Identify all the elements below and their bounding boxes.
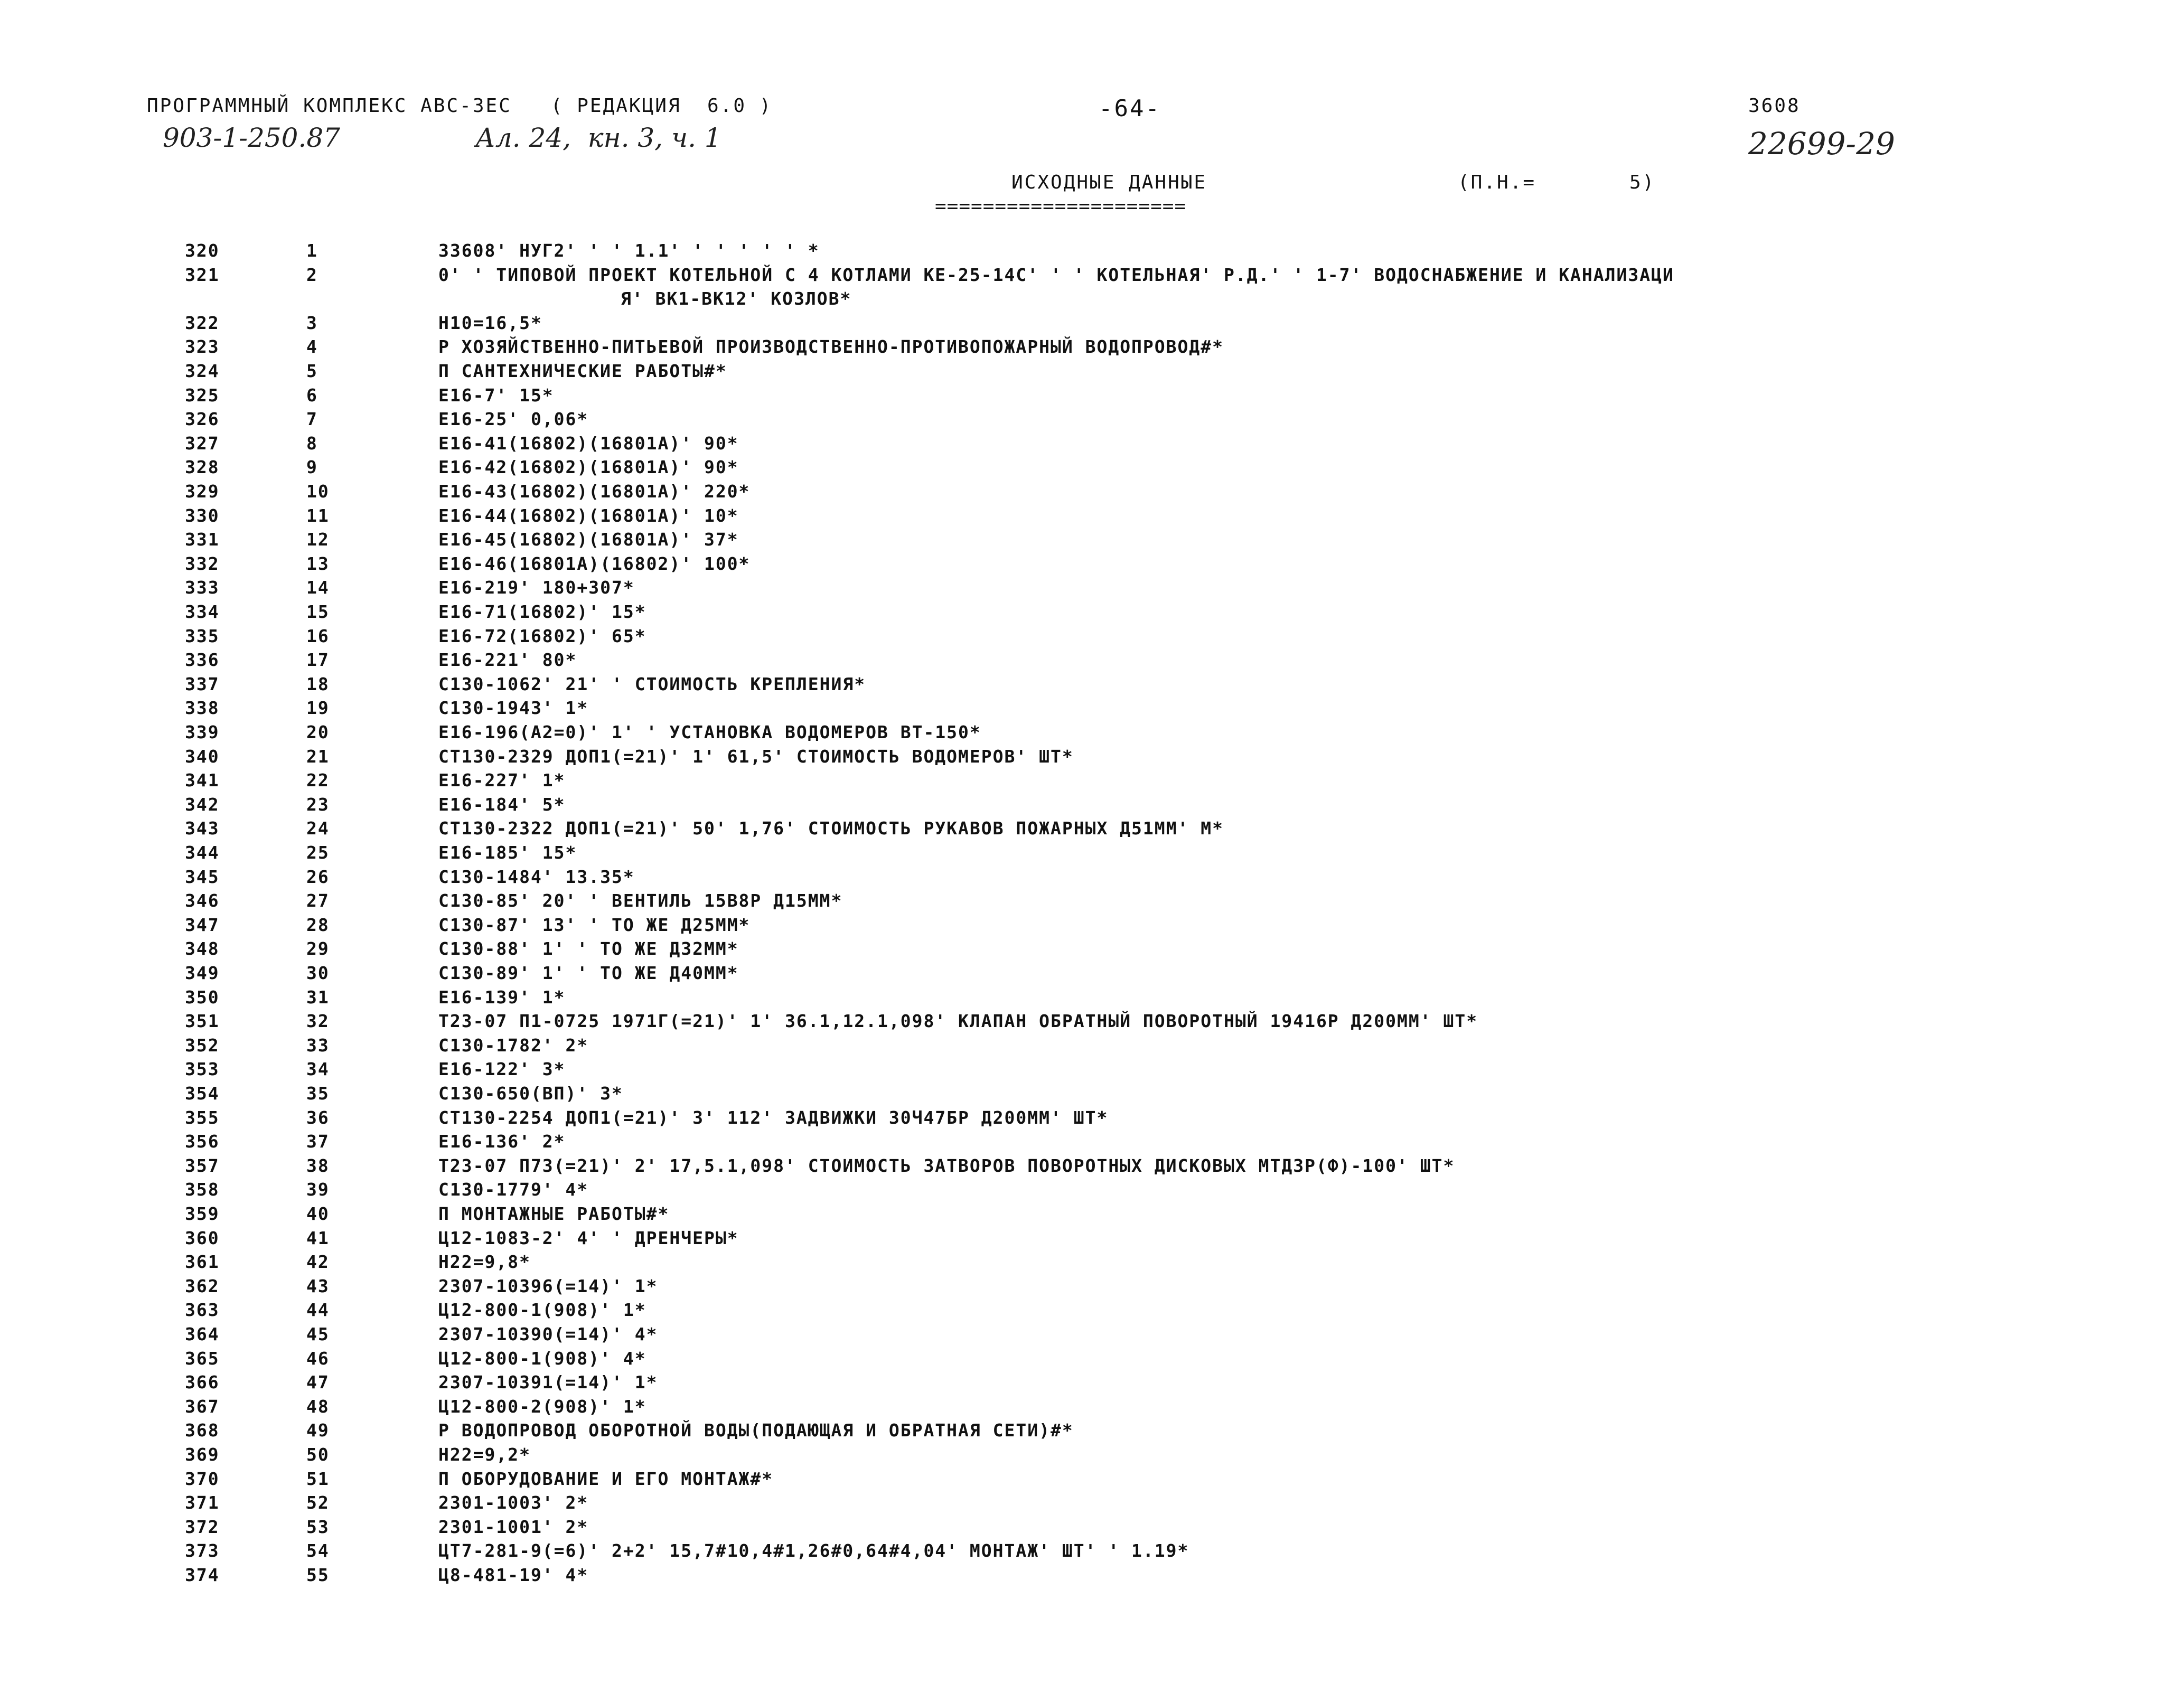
line-number: 364 <box>185 1324 220 1344</box>
line-number: 343 <box>185 818 220 839</box>
record-number: 50 <box>306 1444 330 1465</box>
sheet-code: 3608 <box>1748 95 1801 117</box>
record-text: 2301-1001' 2* <box>438 1516 589 1537</box>
record-text: 0' ' ТИПОВОЙ ПРОЕКТ КОТЕЛЬНОЙ С 4 КОТЛАМИ КЕ-25-14С' ' ' КОТЕЛЬНАЯ' Р.Д.' ' 1-7' ВОДОСНАБЖЕНИЕ И КАНАЛИЗАЦИ <box>438 264 1674 285</box>
record-text: П САНТЕХНИЧЕСКИЕ РАБОТЫ#* <box>438 361 727 381</box>
record-text: СТ130-2254 ДОП1(=21)' 3' 112' ЗАДВИЖКИ 30Ч47БР Д200ММ' ШТ* <box>438 1107 1109 1128</box>
line-number: 356 <box>185 1131 220 1152</box>
record-number: 7 <box>306 409 318 430</box>
record-number: 1 <box>306 240 318 261</box>
section-underline: ===================== <box>935 195 1187 217</box>
record-text: Е16-41(16802)(16801А)' 90* <box>438 432 739 454</box>
record-number: 11 <box>306 505 330 526</box>
line-number: 324 <box>185 361 220 381</box>
record-number: 6 <box>306 384 318 406</box>
line-number: 322 <box>185 312 220 333</box>
record-number: 55 <box>306 1565 330 1585</box>
line-number: 333 <box>185 577 220 598</box>
record-number: 5 <box>306 361 318 381</box>
record-text: Ц12-800-2(908)' 1* <box>438 1396 646 1417</box>
record-number: 39 <box>306 1179 330 1200</box>
record-number: 25 <box>306 842 330 863</box>
record-number: 30 <box>306 963 330 983</box>
handwritten-album-ref: Ал. 24, кн. 3, ч. 1 <box>475 123 721 153</box>
line-number: 331 <box>185 529 220 550</box>
record-number: 51 <box>306 1468 330 1489</box>
record-number: 48 <box>306 1396 330 1417</box>
record-text: Т23-07 П73(=21)' 2' 17,5.1,098' СТОИМОСТЬ ЗАТВОРОВ ПОВОРОТНЫХ ДИСКОВЫХ МТДЗР(Ф)-100' ШТ* <box>438 1155 1455 1176</box>
record-number: 53 <box>306 1516 330 1537</box>
record-number: 20 <box>306 722 330 742</box>
record-text: Е16-45(16802)(16801А)' 37* <box>438 529 739 550</box>
record-number: 33 <box>306 1034 330 1056</box>
record-number: 38 <box>306 1155 330 1176</box>
record-text: Е16-136' 2* <box>438 1131 566 1152</box>
program-header: ПРОГРАММНЫЙ КОМПЛЕКС АВС-3ЕС ( РЕДАКЦИЯ 6.0 ) <box>147 95 773 117</box>
line-number: 342 <box>185 794 220 815</box>
line-number: 369 <box>185 1444 220 1465</box>
record-text: Е16-219' 180+307* <box>438 577 635 598</box>
record-text: Н22=9,2* <box>438 1444 531 1465</box>
line-number: 329 <box>185 481 220 502</box>
record-text: Ц8-481-19' 4* <box>438 1565 589 1585</box>
record-text: Е16-44(16802)(16801А)' 10* <box>438 505 739 526</box>
record-text: Н22=9,8* <box>438 1252 531 1273</box>
record-text: 2307-10390(=14)' 4* <box>438 1324 658 1344</box>
record-number: 21 <box>306 746 330 767</box>
line-number: 338 <box>185 698 220 719</box>
record-number: 13 <box>306 553 330 574</box>
record-number: 23 <box>306 794 330 815</box>
record-text: С130-1484' 13.35* <box>438 866 635 887</box>
record-text: Е16-221' 80* <box>438 650 577 671</box>
line-number: 326 <box>185 409 220 430</box>
line-number: 352 <box>185 1034 220 1056</box>
record-number: 54 <box>306 1540 330 1561</box>
record-number: 32 <box>306 1011 330 1032</box>
record-text: П ОБОРУДОВАНИЕ И ЕГО МОНТАЖ#* <box>438 1468 774 1489</box>
record-text: С130-87' 13' ' ТО ЖЕ Д25ММ* <box>438 914 751 935</box>
record-text: С130-88' 1' ' ТО ЖЕ Д32ММ* <box>438 938 739 959</box>
record-text: Е16-185' 15* <box>438 842 577 863</box>
record-number: 3 <box>306 312 318 333</box>
line-number: 325 <box>185 384 220 406</box>
record-number: 22 <box>306 770 330 791</box>
record-number: 41 <box>306 1227 330 1248</box>
record-text: Е16-43(16802)(16801А)' 220* <box>438 481 751 502</box>
record-number: 16 <box>306 625 330 646</box>
record-number: 35 <box>306 1083 330 1104</box>
record-number: 44 <box>306 1300 330 1321</box>
record-number: 12 <box>306 529 330 550</box>
record-number: 8 <box>306 432 318 454</box>
record-text: Т23-07 П1-0725 1971Г(=21)' 1' 36.1,12.1,098' КЛАПАН ОБРАТНЫЙ ПОВОРОТНЫЙ 19416Р Д200ММ' ШТ* <box>438 1011 1478 1032</box>
line-number: 320 <box>185 240 220 261</box>
line-number: 350 <box>185 986 220 1008</box>
line-number: 345 <box>185 866 220 887</box>
record-number: 9 <box>306 457 318 478</box>
record-number: 34 <box>306 1059 330 1080</box>
record-number: 40 <box>306 1203 330 1224</box>
line-number: 327 <box>185 432 220 454</box>
line-number: 336 <box>185 650 220 671</box>
line-number: 368 <box>185 1420 220 1441</box>
line-number: 353 <box>185 1059 220 1080</box>
line-number: 365 <box>185 1348 220 1369</box>
line-number: 366 <box>185 1372 220 1393</box>
line-number: 355 <box>185 1107 220 1128</box>
record-text: Е16-7' 15* <box>438 384 554 406</box>
line-number: 371 <box>185 1492 220 1513</box>
line-number: 362 <box>185 1275 220 1296</box>
line-number: 330 <box>185 505 220 526</box>
record-text: С130-89' 1' ' ТО ЖЕ Д40ММ* <box>438 963 739 983</box>
line-number: 354 <box>185 1083 220 1104</box>
line-number: 334 <box>185 601 220 622</box>
line-number: 374 <box>185 1565 220 1585</box>
record-text: ЦТ7-281-9(=6)' 2+2' 15,7#10,4#1,26#0,64#4,04' МОНТАЖ' ШТ' ' 1.19* <box>438 1540 1189 1561</box>
handwritten-project-number: 903-1-250.87 <box>163 123 340 153</box>
record-number: 2 <box>306 264 318 285</box>
record-number: 14 <box>306 577 330 598</box>
handwritten-sheet-number: 22699-29 <box>1748 126 1895 162</box>
line-number: 372 <box>185 1516 220 1537</box>
record-text: Ц12-800-1(908)' 4* <box>438 1348 646 1369</box>
record-number: 49 <box>306 1420 330 1441</box>
line-number: 373 <box>185 1540 220 1561</box>
record-text: Е16-122' 3* <box>438 1059 566 1080</box>
record-number: 17 <box>306 650 330 671</box>
line-number: 340 <box>185 746 220 767</box>
record-text: Е16-184' 5* <box>438 794 566 815</box>
record-text: Я' ВК1-ВК12' КОЗЛОВ* <box>621 288 852 309</box>
record-text: СТ130-2329 ДОП1(=21)' 1' 61,5' СТОИМОСТЬ ВОДОМЕРОВ' ШТ* <box>438 746 1074 767</box>
line-number: 363 <box>185 1300 220 1321</box>
record-number: 29 <box>306 938 330 959</box>
line-number: 339 <box>185 722 220 742</box>
record-number: 47 <box>306 1372 330 1393</box>
page-number: -64- <box>1099 95 1161 122</box>
record-number: 27 <box>306 890 330 911</box>
record-number: 4 <box>306 336 318 358</box>
line-number: 351 <box>185 1011 220 1032</box>
record-text: Ц12-800-1(908)' 1* <box>438 1300 646 1321</box>
record-text: Р ХОЗЯЙСТВЕННО-ПИТЬЕВОЙ ПРОИЗВОДСТВЕННО-ПРОТИВОПОЖАРНЫЙ ВОДОПРОВОД#* <box>438 336 1224 358</box>
record-number: 19 <box>306 698 330 719</box>
record-text: С130-1779' 4* <box>438 1179 589 1200</box>
record-number: 42 <box>306 1252 330 1273</box>
line-number: 344 <box>185 842 220 863</box>
line-number: 348 <box>185 938 220 959</box>
record-text: Е16-139' 1* <box>438 986 566 1008</box>
record-number: 28 <box>306 914 330 935</box>
record-number: 45 <box>306 1324 330 1344</box>
record-number: 10 <box>306 481 330 502</box>
pn-label: (П.Н.= <box>1458 172 1536 193</box>
record-number: 31 <box>306 986 330 1008</box>
record-text: Ц12-1083-2' 4' ' ДРЕНЧЕРЫ* <box>438 1227 739 1248</box>
line-number: 358 <box>185 1179 220 1200</box>
line-number: 335 <box>185 625 220 646</box>
line-number: 361 <box>185 1252 220 1273</box>
record-number: 36 <box>306 1107 330 1128</box>
record-number: 26 <box>306 866 330 887</box>
record-text: 33608' НУГ2' ' ' 1.1' ' ' ' ' ' * <box>438 240 820 261</box>
record-text: С130-1782' 2* <box>438 1034 589 1056</box>
line-number: 360 <box>185 1227 220 1248</box>
section-title: ИСХОДНЫЕ ДАННЫЕ <box>1011 172 1207 193</box>
record-number: 15 <box>306 601 330 622</box>
record-text: Е16-42(16802)(16801А)' 90* <box>438 457 739 478</box>
line-number: 337 <box>185 673 220 694</box>
line-number: 370 <box>185 1468 220 1489</box>
record-text: 2307-10396(=14)' 1* <box>438 1275 658 1296</box>
line-number: 332 <box>185 553 220 574</box>
line-number: 346 <box>185 890 220 911</box>
pn-value: 5) <box>1629 172 1656 193</box>
record-number: 52 <box>306 1492 330 1513</box>
line-number: 323 <box>185 336 220 358</box>
record-text: 2301-1003' 2* <box>438 1492 589 1513</box>
record-text: 2307-10391(=14)' 1* <box>438 1372 658 1393</box>
record-text: Е16-72(16802)' 65* <box>438 625 646 646</box>
record-text: С130-1943' 1* <box>438 698 589 719</box>
record-number: 18 <box>306 673 330 694</box>
record-number: 46 <box>306 1348 330 1369</box>
record-text: Е16-196(А2=0)' 1' ' УСТАНОВКА ВОДОМЕРОВ ВТ-150* <box>438 722 981 742</box>
record-text: С130-650(ВП)' 3* <box>438 1083 623 1104</box>
record-text: С130-85' 20' ' ВЕНТИЛЬ 15В8Р Д15ММ* <box>438 890 843 911</box>
record-text: СТ130-2322 ДОП1(=21)' 50' 1,76' СТОИМОСТЬ РУКАВОВ ПОЖАРНЫХ Д51ММ' М* <box>438 818 1224 839</box>
record-text: Е16-46(16801А)(16802)' 100* <box>438 553 751 574</box>
record-number: 37 <box>306 1131 330 1152</box>
line-number: 321 <box>185 264 220 285</box>
record-text: Е16-25' 0,06* <box>438 409 589 430</box>
line-number: 347 <box>185 914 220 935</box>
record-number: 43 <box>306 1275 330 1296</box>
line-number: 328 <box>185 457 220 478</box>
record-number: 24 <box>306 818 330 839</box>
line-number: 349 <box>185 963 220 983</box>
record-text: П МОНТАЖНЫЕ РАБОТЫ#* <box>438 1203 670 1224</box>
record-text: С130-1062' 21' ' СТОИМОСТЬ КРЕПЛЕНИЯ* <box>438 673 866 694</box>
line-number: 367 <box>185 1396 220 1417</box>
record-text: Н10=16,5* <box>438 312 542 333</box>
record-text: Е16-71(16802)' 15* <box>438 601 646 622</box>
record-text: Е16-227' 1* <box>438 770 566 791</box>
record-text: Р ВОДОПРОВОД ОБОРОТНОЙ ВОДЫ(ПОДАЮЩАЯ И ОБРАТНАЯ СЕТИ)#* <box>438 1420 1074 1441</box>
line-number: 341 <box>185 770 220 791</box>
line-number: 359 <box>185 1203 220 1224</box>
line-number: 357 <box>185 1155 220 1176</box>
